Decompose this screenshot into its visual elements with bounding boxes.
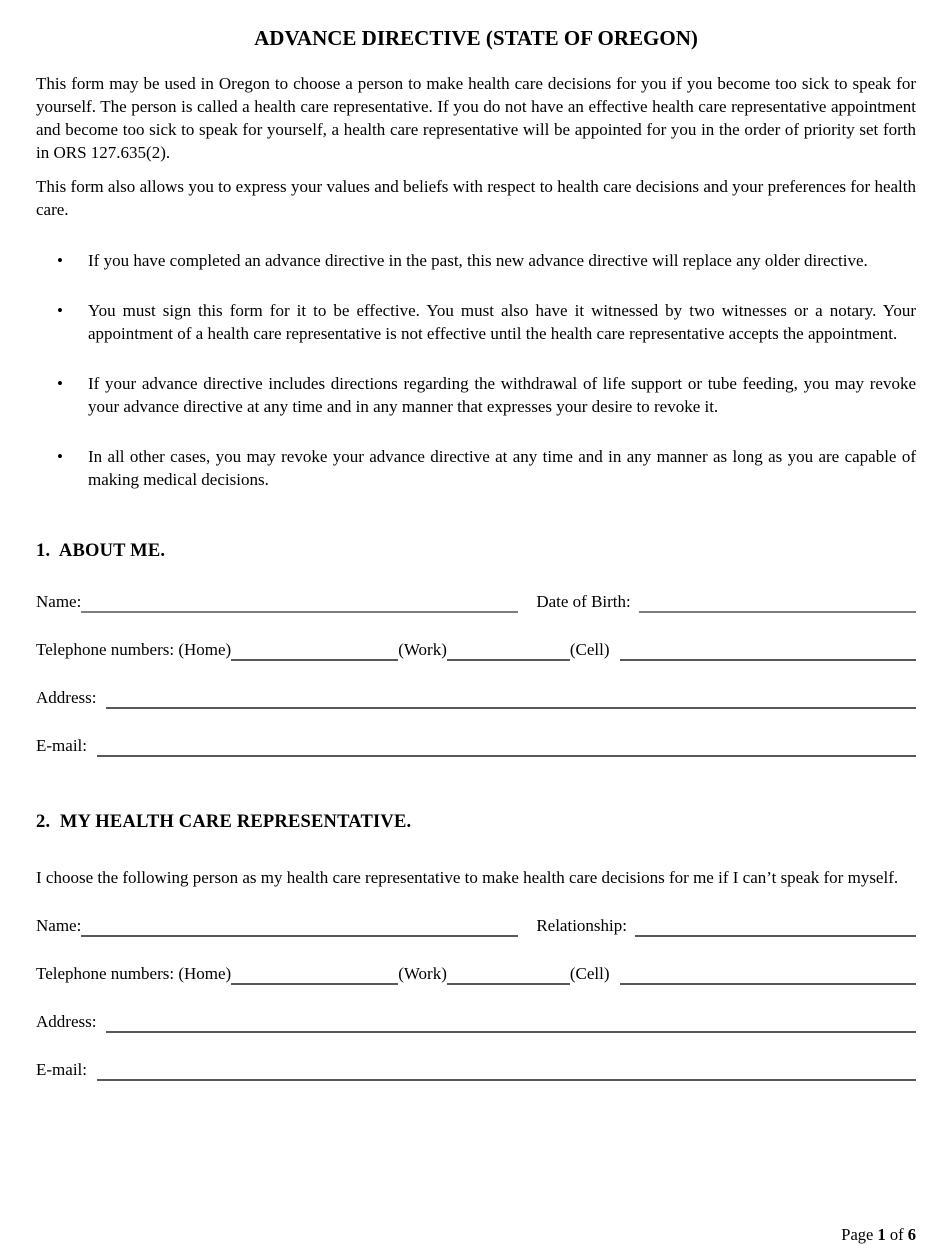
relationship-label: Relationship: [536,916,627,935]
bullet-item-signature-witnesses: • You must sign this form for it to be effective. You must also have it witnessed by two witnesses or a notary. Your appointment of a health care representative is not effective until the health care representative accepts the appointment. [88,299,916,345]
representative-home-phone-field[interactable] [231,964,398,985]
name-label: Name: [36,916,82,935]
representative-work-phone-field[interactable] [447,964,570,985]
about-me-telephone-row [36,638,916,661]
representative-relationship-field[interactable] [635,916,916,937]
telephone-work-label: (Work) [398,964,447,983]
telephone-work-label: (Work) [398,640,447,659]
about-me-email-field[interactable] [97,736,916,757]
footer-page-label: Page [841,1225,878,1244]
about-me-name-row [36,590,916,613]
section-about-me-heading: 1. ABOUT ME. [36,541,166,561]
email-label: E-mail: [36,736,87,755]
about-me-date-of-birth-field[interactable] [639,592,916,613]
telephone-cell-label: (Cell) [569,964,610,983]
representative-email-row [36,1058,916,1081]
footer-of-label: of [885,1225,908,1244]
about-me-email-row [36,734,916,757]
bullet-item-revoke-other-cases: • In all other cases, you may revoke your advance directive at any time and in any manner as long as you are capable of making medical decisions. [88,445,916,491]
representative-name-field[interactable] [81,916,518,937]
bullet-item-revoke-life-support: • If your advance directive includes directions regarding the withdrawal of life support or tube feeding, you may revoke your advance directive at any time and in any manner that expresses your desire to revoke it. [88,372,916,418]
representative-address-field[interactable] [106,1012,916,1033]
notice-bullet-list [36,249,916,491]
document-title: ADVANCE DIRECTIVE (STATE OF OREGON) [254,26,698,50]
about-me-cell-phone-field[interactable] [620,640,916,661]
representative-cell-phone-field[interactable] [620,964,916,985]
email-label: E-mail: [36,1060,87,1079]
telephone-cell-label: (Cell) [569,640,610,659]
about-me-home-phone-field[interactable] [231,640,398,661]
address-label: Address: [36,688,97,707]
telephone-home-label: Telephone numbers: (Home) [36,964,232,983]
about-me-address-row [36,686,916,709]
representative-intro-paragraph: I choose the following person as my health care representative to make health care decisions for me if I can’t speak for myself. [36,868,899,887]
representative-address-row [36,1010,916,1033]
representative-email-field[interactable] [97,1060,916,1081]
footer-total-pages: 6 [907,1225,916,1244]
representative-name-row [36,914,916,937]
section-health-care-representative [36,810,916,1081]
about-me-address-field[interactable] [106,688,916,709]
section-about-me [36,539,916,757]
page-number-footer [841,1224,916,1246]
footer-current-page: 1 [877,1225,886,1244]
about-me-name-field[interactable] [81,592,518,613]
address-label: Address: [36,1012,97,1031]
section-representative-heading: 2. MY HEALTH CARE REPRESENTATIVE. [36,812,412,832]
intro-paragraph-1: This form may be used in Oregon to choose a person to make health care decisions for you if you become too sick to speak for yourself. The person is called a health care representative. If you do not have an effective health care representative appointment and become too sick to speak for yourself, a health care representative will be appointed for you in the order of priority set forth in ORS 127.635(2). [36,74,916,162]
bullet-item-replace-directive: • If you have completed an advance directive in the past, this new advance directive will replace any older directive. [88,249,916,272]
telephone-home-label: Telephone numbers: (Home) [36,640,232,659]
intro-paragraph-2: This form also allows you to express your values and beliefs with respect to health care decisions and your preferences for health care. [36,177,916,219]
name-label: Name: [36,592,82,611]
about-me-work-phone-field[interactable] [447,640,570,661]
representative-telephone-row [36,962,916,985]
date-of-birth-label: Date of Birth: [536,592,631,611]
